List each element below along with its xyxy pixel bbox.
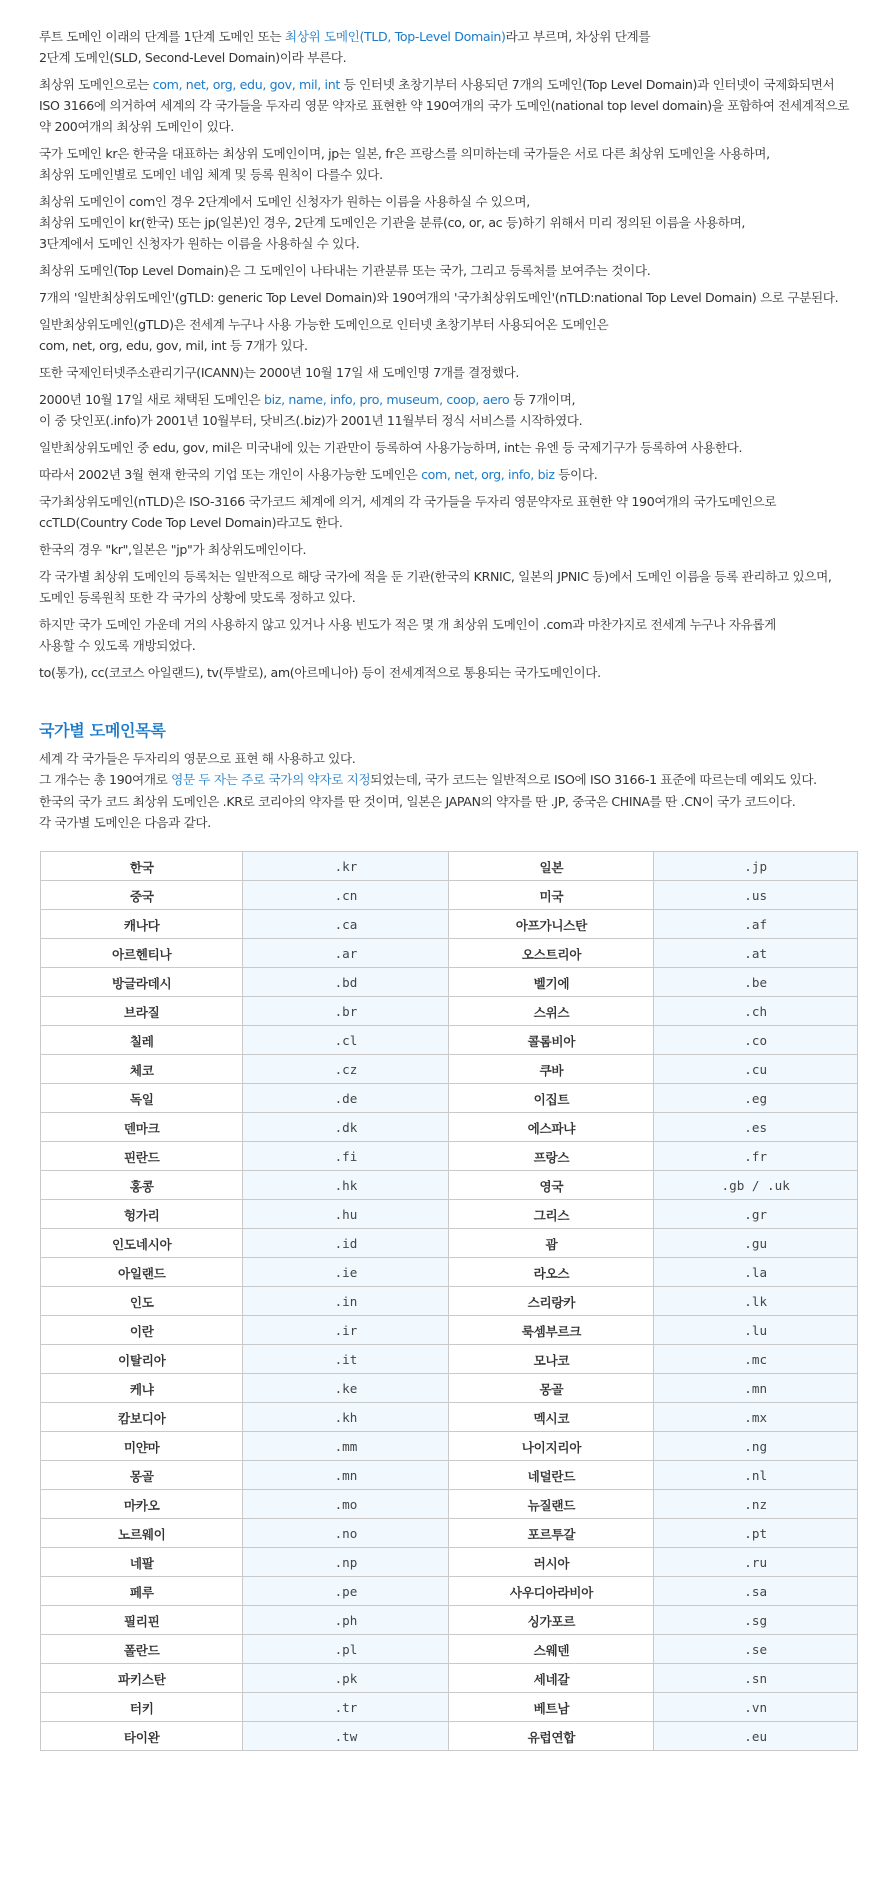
country-name-cell: 중국 <box>41 881 243 910</box>
text-segment: 라고 부르며, 차상위 단계를 <box>505 29 651 44</box>
domain-code-cell: .ar <box>243 939 449 968</box>
highlighted-text: com, net, org, info, biz <box>421 467 555 482</box>
paragraph <box>39 437 859 458</box>
country-name-cell: 마카오 <box>41 1490 243 1519</box>
table-row <box>41 1722 858 1751</box>
domain-code-cell: .in <box>243 1287 449 1316</box>
domain-code-cell: .no <box>243 1519 449 1548</box>
text-line <box>39 587 859 608</box>
domain-code-cell: .ng <box>654 1432 858 1461</box>
table-row <box>41 997 858 1026</box>
domain-code-cell: .fi <box>243 1142 449 1171</box>
text-segment: 일반최상위도메인 중 edu, gov, mil은 미국내에 있는 기관만이 등록하여 사용가능하며, int는 유엔 등 국제기구가 등록하여 사용한다. <box>39 440 743 455</box>
text-line <box>39 47 859 68</box>
text-line <box>39 314 859 335</box>
text-line <box>39 539 859 560</box>
table-row <box>41 1635 858 1664</box>
text-segment: 최상위 도메인별로 도메인 네임 체계 및 등록 원칙이 다를수 있다. <box>39 167 383 182</box>
domain-code-cell: .lu <box>654 1316 858 1345</box>
domain-code-cell: .it <box>243 1345 449 1374</box>
text-line <box>39 812 859 833</box>
section-title: 국가별 도메인목록 <box>39 721 166 740</box>
table-row <box>41 1200 858 1229</box>
country-name-cell: 한국 <box>41 852 243 881</box>
country-name-cell: 뉴질랜드 <box>449 1490 654 1519</box>
text-segment: 한국의 국가 코드 최상위 도메인은 .KR로 코리아의 약자를 딴 것이며, 일본은 JAPAN의 약자를 딴 .JP, 중국은 CHINA를 딴 .CN이 국가 코드이다. <box>39 793 796 809</box>
table-row <box>41 1606 858 1635</box>
text-line <box>39 512 859 533</box>
text-segment: 2000년 10월 17일 새로 채택된 도메인은 <box>39 392 265 407</box>
country-name-cell: 몽골 <box>449 1374 654 1403</box>
paragraph <box>39 260 859 281</box>
text-line <box>39 95 859 116</box>
domain-code-cell: .tw <box>243 1722 449 1751</box>
paragraph <box>39 26 859 68</box>
country-name-cell: 캄보디아 <box>41 1403 243 1432</box>
country-name-cell: 사우디아라비아 <box>449 1577 654 1606</box>
country-name-cell: 홍콩 <box>41 1171 243 1200</box>
country-name-cell: 케냐 <box>41 1374 243 1403</box>
country-name-cell: 미국 <box>449 881 654 910</box>
highlighted-text: 최상위 도메인(TLD, Top-Level Domain) <box>284 29 506 44</box>
text-segment: 이 중 닷인포(.info)가 2001년 10월부터, 닷비즈(.biz)가 2001년 11월부터 정식 서비스를 시작하였다. <box>39 413 583 428</box>
table-row <box>41 1432 858 1461</box>
country-name-cell: 라오스 <box>449 1258 654 1287</box>
domain-code-cell: .ca <box>243 910 449 939</box>
country-name-cell: 아르헨티나 <box>41 939 243 968</box>
country-name-cell: 체코 <box>41 1055 243 1084</box>
table-row <box>41 1519 858 1548</box>
country-name-cell: 영국 <box>449 1171 654 1200</box>
domain-code-cell: .us <box>654 881 858 910</box>
text-segment: 등 7개이며, <box>509 392 576 407</box>
table-row <box>41 1287 858 1316</box>
domain-code-cell: .gu <box>654 1229 858 1258</box>
domain-code-cell: .mo <box>243 1490 449 1519</box>
text-segment: 각 국가별 최상위 도메인의 등록처는 일반적으로 해당 국가에 적을 둔 기관(한국의 KRNIC, 일본의 JPNIC 등)에서 도메인 이름을 등록 관리하고 있으며, <box>39 569 832 584</box>
country-name-cell: 네팔 <box>41 1548 243 1577</box>
domain-code-cell: .mx <box>654 1403 858 1432</box>
domain-code-cell: .es <box>654 1113 858 1142</box>
country-name-cell: 이탈리아 <box>41 1345 243 1374</box>
paragraph <box>39 74 859 137</box>
paragraph <box>39 662 859 683</box>
highlighted-text: 영문 두 자는 주로 국가의 약자로 지정 <box>171 772 371 788</box>
text-line <box>39 335 859 356</box>
country-name-cell: 노르웨이 <box>41 1519 243 1548</box>
country-name-cell: 베트남 <box>449 1693 654 1722</box>
country-name-cell: 폴란드 <box>41 1635 243 1664</box>
text-line <box>39 635 859 656</box>
country-name-cell: 타이완 <box>41 1722 243 1751</box>
text-line <box>39 287 859 308</box>
domain-code-cell: .hu <box>243 1200 449 1229</box>
country-name-cell: 아프가니스탄 <box>449 910 654 939</box>
paragraph <box>39 539 859 560</box>
domain-code-cell: .kr <box>243 852 449 881</box>
country-name-cell: 독일 <box>41 1084 243 1113</box>
country-name-cell: 인도네시아 <box>41 1229 243 1258</box>
domain-code-cell: .np <box>243 1548 449 1577</box>
domain-code-cell: .br <box>243 997 449 1026</box>
text-line <box>39 362 859 383</box>
text-line <box>39 437 859 458</box>
domain-code-cell: .at <box>654 939 858 968</box>
table-row <box>41 939 858 968</box>
country-name-cell: 멕시코 <box>449 1403 654 1432</box>
text-line <box>39 233 859 254</box>
domain-code-cell: .pt <box>654 1519 858 1548</box>
country-name-cell: 스웨덴 <box>449 1635 654 1664</box>
table-row <box>41 1548 858 1577</box>
country-name-cell: 스위스 <box>449 997 654 1026</box>
domain-code-cell: .pk <box>243 1664 449 1693</box>
country-name-cell: 파키스탄 <box>41 1664 243 1693</box>
paragraph <box>39 287 859 308</box>
text-segment: 또한 국제인터넷주소관리기구(ICANN)는 2000년 10월 17일 새 도메인명 7개를 결정했다. <box>39 365 520 380</box>
text-segment: 최상위 도메인이 kr(한국) 또는 jp(일본)인 경우, 2단계 도메인은 기관을 분류(co, or, ac 등)하기 위해서 미리 정의된 이름을 사용하며, <box>39 215 746 230</box>
domain-code-cell: .ch <box>654 997 858 1026</box>
domain-code-cell: .co <box>654 1026 858 1055</box>
table-row <box>41 881 858 910</box>
domain-code-cell: .se <box>654 1635 858 1664</box>
table-row <box>41 1345 858 1374</box>
country-name-cell: 일본 <box>449 852 654 881</box>
domain-code-cell: .sg <box>654 1606 858 1635</box>
domain-code-cell: .mc <box>654 1345 858 1374</box>
country-name-cell: 에스파냐 <box>449 1113 654 1142</box>
country-name-cell: 그리스 <box>449 1200 654 1229</box>
table-row <box>41 1403 858 1432</box>
paragraph <box>39 143 859 185</box>
table-row <box>41 1664 858 1693</box>
text-line <box>39 791 859 812</box>
domain-code-cell: .fr <box>654 1142 858 1171</box>
paragraph <box>39 614 859 656</box>
country-name-cell: 룩셈부르크 <box>449 1316 654 1345</box>
country-name-cell: 덴마크 <box>41 1113 243 1142</box>
country-name-cell: 오스트리아 <box>449 939 654 968</box>
text-segment: ccTLD(Country Code Top Level Domain)라고도 한다. <box>39 515 343 530</box>
paragraph <box>39 566 859 608</box>
highlighted-text: com, net, org, edu, gov, mil, int <box>152 77 340 92</box>
text-segment: 2단계 도메인(SLD, Second-Level Domain)이라 부른다. <box>39 50 347 65</box>
country-name-cell: 브라질 <box>41 997 243 1026</box>
text-segment: 국가 도메인 kr은 한국을 대표하는 최상위 도메인이며, jp는 일본, fr은 프랑스를 의미하는데 국가들은 서로 다른 최상위 도메인을 사용하며, <box>39 146 770 161</box>
country-name-cell: 쿠바 <box>449 1055 654 1084</box>
country-name-cell: 아일랜드 <box>41 1258 243 1287</box>
domain-description <box>39 26 859 689</box>
country-name-cell: 인도 <box>41 1287 243 1316</box>
text-line <box>39 491 859 512</box>
text-segment: 루트 도메인 이래의 단계를 1단계 도메인 또는 <box>39 29 285 44</box>
paragraph <box>39 191 859 254</box>
country-name-cell: 칠레 <box>41 1026 243 1055</box>
domain-code-cell: .sa <box>654 1577 858 1606</box>
domain-code-cell: .be <box>654 968 858 997</box>
country-name-cell: 세네갈 <box>449 1664 654 1693</box>
text-segment: com, net, org, edu, gov, mil, int 등 7개가 있다. <box>39 338 308 353</box>
country-name-cell: 나이지리아 <box>449 1432 654 1461</box>
country-name-cell: 이란 <box>41 1316 243 1345</box>
domain-code-cell: .vn <box>654 1693 858 1722</box>
country-name-cell: 네덜란드 <box>449 1461 654 1490</box>
text-segment: 최상위 도메인(Top Level Domain)은 그 도메인이 나타내는 기관분류 또는 국가, 그리고 등록처를 보여주는 것이다. <box>39 263 651 278</box>
table-row <box>41 1055 858 1084</box>
domain-code-cell: .nl <box>654 1461 858 1490</box>
domain-code-cell: .dk <box>243 1113 449 1142</box>
country-domain-table <box>40 851 858 1751</box>
domain-code-cell: .la <box>654 1258 858 1287</box>
domain-code-cell: .af <box>654 910 858 939</box>
table-row <box>41 1026 858 1055</box>
country-name-cell: 방글라데시 <box>41 968 243 997</box>
text-segment: 7개의 '일반최상위도메인'(gTLD: generic Top Level Domain)와 190여개의 '국가최상위도메인'(nTLD:national Top Level Domain) 으로 구분된다. <box>39 290 839 305</box>
text-line <box>39 143 859 164</box>
domain-code-cell: .cu <box>654 1055 858 1084</box>
paragraph <box>39 314 859 356</box>
text-segment: 등이다. <box>554 467 598 482</box>
country-name-cell: 캐나다 <box>41 910 243 939</box>
domain-code-cell: .mn <box>243 1461 449 1490</box>
domain-code-cell: .eu <box>654 1722 858 1751</box>
highlighted-text: biz, name, info, pro, museum, coop, aero <box>264 392 510 407</box>
domain-code-cell: .mn <box>654 1374 858 1403</box>
text-line <box>39 260 859 281</box>
text-segment: 한국의 경우 "kr",일본은 "jp"가 최상위도메인이다. <box>39 542 307 557</box>
text-line <box>39 662 859 683</box>
table-row <box>41 1577 858 1606</box>
text-segment: 세계 각 국가들은 두자리의 영문으로 표현 해 사용하고 있다. <box>39 751 356 766</box>
domain-code-cell: .de <box>243 1084 449 1113</box>
text-line <box>39 464 859 485</box>
text-line <box>39 164 859 185</box>
country-name-cell: 이집트 <box>449 1084 654 1113</box>
text-segment: 하지만 국가 도메인 가운데 거의 사용하지 않고 있거나 사용 빈도가 적은 몇 개 최상위 도메인이 .com과 마찬가지로 전세계 누구나 자유롭게 <box>39 617 776 632</box>
text-segment: 일반최상위도메인(gTLD)은 전세계 누구나 사용 가능한 도메인으로 인터넷 초창기부터 사용되어온 도메인은 <box>39 317 609 332</box>
domain-code-cell: .mm <box>243 1432 449 1461</box>
table-row <box>41 1171 858 1200</box>
domain-code-cell: .tr <box>243 1693 449 1722</box>
country-name-cell: 러시아 <box>449 1548 654 1577</box>
domain-code-cell: .cl <box>243 1026 449 1055</box>
text-line <box>39 212 859 233</box>
text-line <box>39 769 859 790</box>
country-name-cell: 터키 <box>41 1693 243 1722</box>
table-row <box>41 1490 858 1519</box>
table-row <box>41 1316 858 1345</box>
table-row <box>41 1084 858 1113</box>
domain-code-cell: .lk <box>654 1287 858 1316</box>
table-row <box>41 1693 858 1722</box>
text-segment: 사용할 수 있도록 개방되었다. <box>39 638 196 653</box>
text-segment: 되었는데, 국가 코드는 일반적으로 ISO에 ISO 3166-1 표준에 따르는데 예외도 있다. <box>370 772 817 788</box>
country-name-cell: 필리핀 <box>41 1606 243 1635</box>
table-row <box>41 1113 858 1142</box>
country-name-cell: 미얀마 <box>41 1432 243 1461</box>
domain-code-cell: .ke <box>243 1374 449 1403</box>
domain-code-cell: .bd <box>243 968 449 997</box>
domain-code-cell: .kh <box>243 1403 449 1432</box>
text-line <box>39 389 859 410</box>
text-line <box>39 748 859 769</box>
country-name-cell: 포르투갈 <box>449 1519 654 1548</box>
text-segment: 국가최상위도메인(nTLD)은 ISO-3166 국가코드 체계에 의거, 세계의 각 국가들을 두자리 영문약자로 표현한 약 190여개의 국가도메인으로 <box>39 494 777 509</box>
country-name-cell: 싱가포르 <box>449 1606 654 1635</box>
country-name-cell: 핀란드 <box>41 1142 243 1171</box>
text-line <box>39 74 859 95</box>
table-row <box>41 910 858 939</box>
domain-code-cell: .jp <box>654 852 858 881</box>
text-segment: 각 국가별 도메인은 다음과 같다. <box>39 814 211 830</box>
country-name-cell: 콜롬비아 <box>449 1026 654 1055</box>
domain-code-cell: .eg <box>654 1084 858 1113</box>
text-segment: to(통가), cc(코코스 아일랜드), tv(투발로), am(아르메니아) 등이 전세계적으로 통용되는 국가도메인이다. <box>39 665 601 680</box>
table-row <box>41 1229 858 1258</box>
text-segment: 그 개수는 총 190여개로 <box>39 772 172 788</box>
paragraph <box>39 464 859 485</box>
paragraph <box>39 362 859 383</box>
country-name-cell: 모나코 <box>449 1345 654 1374</box>
country-name-cell: 스리랑카 <box>449 1287 654 1316</box>
domain-code-cell: .sn <box>654 1664 858 1693</box>
domain-code-cell: .pl <box>243 1635 449 1664</box>
table-row <box>41 1461 858 1490</box>
text-line <box>39 191 859 212</box>
domain-code-cell: .id <box>243 1229 449 1258</box>
country-name-cell: 프랑스 <box>449 1142 654 1171</box>
country-name-cell: 몽골 <box>41 1461 243 1490</box>
country-name-cell: 헝가리 <box>41 1200 243 1229</box>
text-line <box>39 566 859 587</box>
domain-code-cell: .ru <box>654 1548 858 1577</box>
domain-code-cell: .ir <box>243 1316 449 1345</box>
text-segment: 따라서 2002년 3월 현재 한국의 기업 또는 개인이 사용가능한 도메인은 <box>39 467 422 482</box>
text-line <box>39 26 859 47</box>
domain-code-cell: .pe <box>243 1577 449 1606</box>
table-row <box>41 1142 858 1171</box>
table-row <box>41 1374 858 1403</box>
text-segment: 도메인 등록원칙 또한 각 국가의 상황에 맞도록 정하고 있다. <box>39 590 356 605</box>
text-line <box>39 614 859 635</box>
table-row <box>41 968 858 997</box>
domain-code-cell: .nz <box>654 1490 858 1519</box>
text-segment: 최상위 도메인으로는 <box>39 77 153 92</box>
domain-code-cell: .cn <box>243 881 449 910</box>
paragraph <box>39 389 859 431</box>
text-segment: 등 인터넷 초창기부터 사용되던 7개의 도메인(Top Level Domain)과 인터넷이 국제화되면서 <box>339 77 835 92</box>
domain-code-cell: .cz <box>243 1055 449 1084</box>
country-name-cell: 유럽연합 <box>449 1722 654 1751</box>
domain-code-cell: .ph <box>243 1606 449 1635</box>
text-segment: 최상위 도메인이 com인 경우 2단계에서 도메인 신청자가 원하는 이름을 사용하실 수 있으며, <box>39 194 530 209</box>
text-line <box>39 116 859 137</box>
country-name-cell: 괌 <box>449 1229 654 1258</box>
text-line <box>39 410 859 431</box>
domain-code-cell: .gr <box>654 1200 858 1229</box>
domain-code-cell: .gb / .uk <box>654 1171 858 1200</box>
domain-code-cell: .hk <box>243 1171 449 1200</box>
country-name-cell: 벨기에 <box>449 968 654 997</box>
text-segment: ISO 3166에 의거하여 세계의 각 국가들을 두자리 영문 약자로 표현한 약 190여개의 국가 도메인(national top level domain)을 포함하여 전세계적으로 <box>39 98 850 113</box>
text-segment: 약 200여개의 최상위 도메인이 있다. <box>39 119 234 134</box>
paragraph <box>39 491 859 533</box>
section-intro <box>39 748 859 833</box>
country-name-cell: 페루 <box>41 1577 243 1606</box>
table-row <box>41 852 858 881</box>
domain-code-cell: .ie <box>243 1258 449 1287</box>
table-row <box>41 1258 858 1287</box>
text-segment: 3단계에서 도메인 신청자가 원하는 이름을 사용하실 수 있다. <box>39 236 360 251</box>
